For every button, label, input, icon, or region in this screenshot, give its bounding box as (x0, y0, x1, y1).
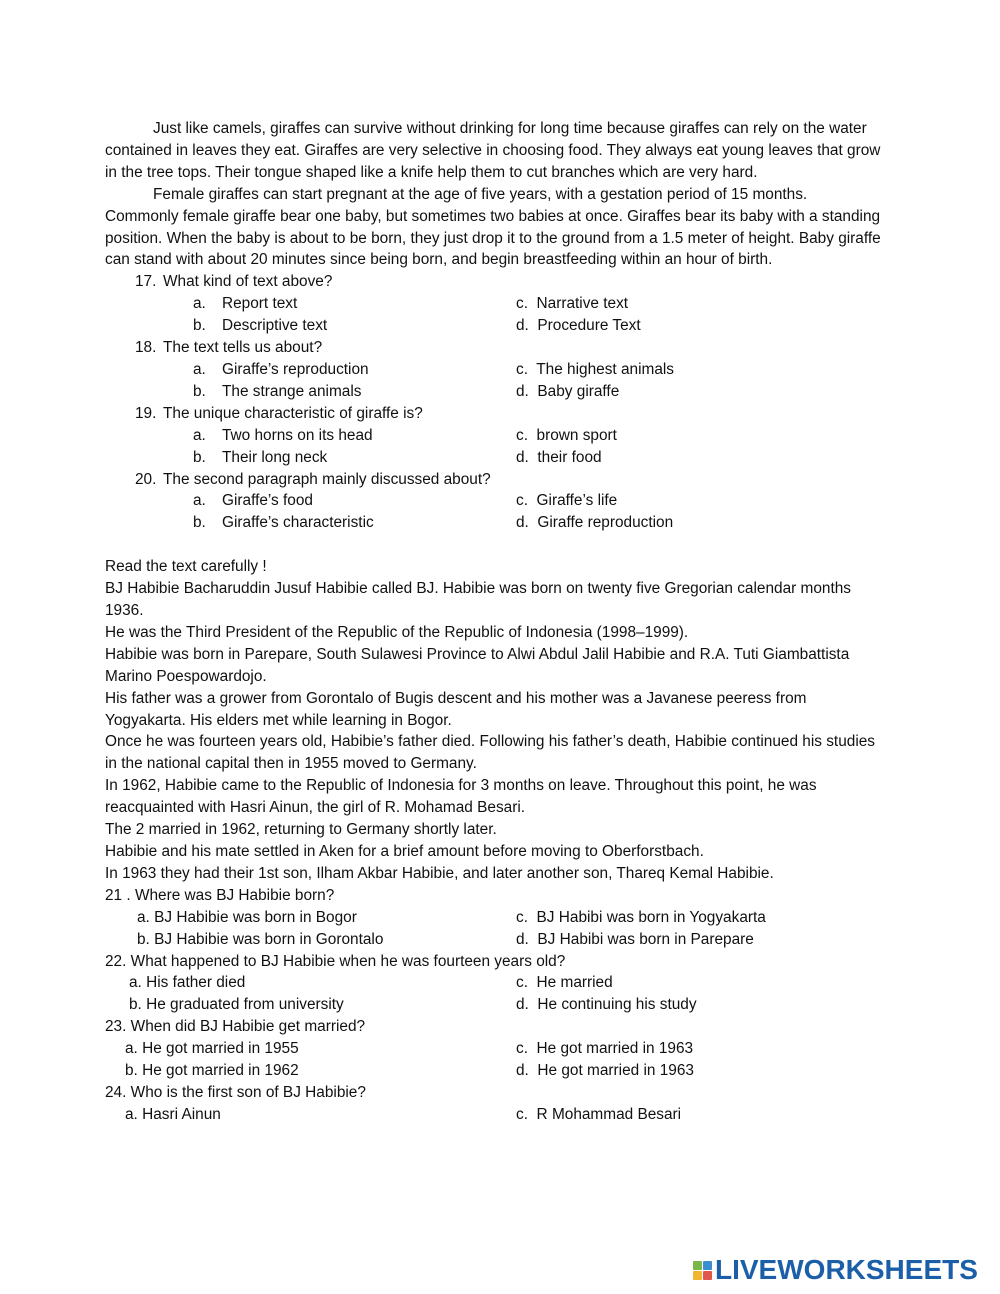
option-a[interactable]: a. Report text (193, 295, 298, 313)
question-17 (105, 271, 885, 337)
option-c[interactable]: c. BJ Habibi was born in Yogyakarta (516, 908, 766, 926)
question-text: The text tells us about? (163, 339, 323, 357)
option-b[interactable]: b. Descriptive text (193, 317, 328, 335)
option-a[interactable]: a. Giraffe’s food (193, 492, 313, 510)
question-19 (105, 403, 885, 469)
question-text: The second paragraph mainly discussed about? (163, 470, 491, 488)
question-number: 17. (135, 273, 157, 291)
option-d[interactable]: d. Giraffe reproduction (516, 514, 674, 532)
habibie-line-3: Habibie was born in Parepare, South Sulawesi Province to Alwi Abdul Jalil Habibie and R.A. Tuti Giambattista Marino Poespowardojo. (105, 645, 850, 685)
instruction: Read the text carefully ! (105, 558, 267, 576)
option-a[interactable]: a. He got married in 1955 (125, 1040, 299, 1058)
question-21 (105, 885, 885, 951)
option-c[interactable]: c. Narrative text (516, 295, 629, 313)
option-a[interactable]: a. Hasri Ainun (125, 1105, 221, 1123)
question-23 (105, 1016, 885, 1082)
option-d[interactable]: d. Procedure Text (516, 317, 641, 335)
giraffe-paragraph-1: Just like camels, giraffes can survive without drinking for long time because giraffes can rely on the water contained in leaves they eat. Giraffes are very selective in choosing food. They always eat young leaves that grow in the tree tops. Their tongue shaped like a knife help them to cut branches which are very hard. (105, 120, 881, 181)
option-c[interactable]: c. Giraffe’s life (516, 492, 618, 510)
worksheet-page (105, 118, 885, 1126)
question-number: 20. (135, 470, 157, 488)
option-d[interactable]: d. Baby giraffe (516, 382, 620, 400)
habibie-line-9: In 1963 they had their 1st son, Ilham Akbar Habibie, and later another son, Thareq Kemal Habibie. (105, 864, 774, 882)
question-text: What kind of text above? (163, 273, 333, 291)
option-d[interactable]: d. He continuing his study (516, 996, 697, 1014)
habibie-line-7: The 2 married in 1962, returning to Germany shortly later. (105, 821, 497, 839)
section-spacer (105, 534, 885, 556)
question-number: 19. (135, 404, 157, 422)
question-text: The unique characteristic of giraffe is? (163, 404, 423, 422)
option-b[interactable]: b. He graduated from university (129, 996, 344, 1014)
question-text: 23. When did BJ Habibie get married? (105, 1018, 366, 1036)
question-20 (105, 469, 885, 535)
habibie-line-6: In 1962, Habibie came to the Republic of Indonesia for 3 months on leave. Throughout this point, he was reacquainted with Hasri Ainun, the girl of R. Mohamad Besari. (105, 777, 817, 817)
question-number: 18. (135, 339, 157, 357)
option-b[interactable]: b. Giraffe’s characteristic (193, 514, 374, 532)
option-a[interactable]: a. Two horns on its head (193, 426, 373, 444)
option-b[interactable]: b. BJ Habibie was born in Gorontalo (137, 930, 384, 948)
liveworksheets-brand[interactable] (693, 1256, 978, 1284)
habibie-line-4: His father was a grower from Gorontalo of Bugis descent and his mother was a Javanese peeress from Yogyakarta. His elders met while learning in Bogor. (105, 689, 807, 729)
option-c[interactable]: c. The highest animals (516, 360, 674, 378)
habibie-line-2: He was the Third President of the Republic of the Republic of Indonesia (1998–1999). (105, 623, 689, 641)
option-b[interactable]: b. Their long neck (193, 448, 328, 466)
option-c[interactable]: c. He got married in 1963 (516, 1040, 694, 1058)
question-18 (105, 337, 885, 403)
option-d[interactable]: d. He got married in 1963 (516, 1062, 694, 1080)
habibie-line-8: Habibie and his mate settled in Aken for a brief amount before moving to Oberforstbach. (105, 843, 704, 860)
option-c[interactable]: c. He married (516, 974, 613, 992)
option-d[interactable]: d. BJ Habibi was born in Parepare (516, 930, 754, 948)
option-a[interactable]: a. Giraffe’s reproduction (193, 360, 369, 378)
giraffe-paragraph-2: Female giraffes can start pregnant at the age of five years, with a gestation period of 15 months. Commonly female giraffe bear one baby, but sometimes two babies at once. Giraffes bear its baby with a standing position. When the baby is about to be born, they just drop it to the ground from a 1.5 meter of height. Baby giraffe can stand with about 20 minutes since being born, and begin breastfeeding within an hour of birth. (105, 185, 881, 269)
option-b[interactable]: b. The strange animals (193, 382, 362, 400)
option-a[interactable]: a. BJ Habibie was born in Bogor (137, 908, 357, 926)
question-text: 22. What happened to BJ Habibie when he was fourteen years old? (105, 952, 566, 970)
option-a[interactable]: a. His father died (129, 974, 246, 992)
option-d[interactable]: d. their food (516, 448, 602, 466)
option-c[interactable]: c. brown sport (516, 426, 617, 444)
question-22 (105, 951, 885, 1017)
brand-name: LIVEWORKSHEETS (715, 1254, 978, 1285)
question-text: 21 . Where was BJ Habibie born? (105, 886, 335, 904)
habibie-line-1: BJ Habibie Bacharuddin Jusuf Habibie called BJ. Habibie was born on twenty five Gregorian calendar months 1936. (105, 580, 852, 620)
option-b[interactable]: b. He got married in 1962 (125, 1062, 299, 1080)
liveworksheets-logo-icon (693, 1261, 712, 1280)
habibie-line-5: Once he was fourteen years old, Habibie’s father died. Following his father’s death, Habibie continued his studies in the national capital then in 1955 moved to Germany. (105, 733, 875, 773)
option-c[interactable]: c. R Mohammad Besari (516, 1105, 682, 1123)
question-24 (105, 1082, 885, 1126)
question-text: 24. Who is the first son of BJ Habibie? (105, 1083, 366, 1101)
